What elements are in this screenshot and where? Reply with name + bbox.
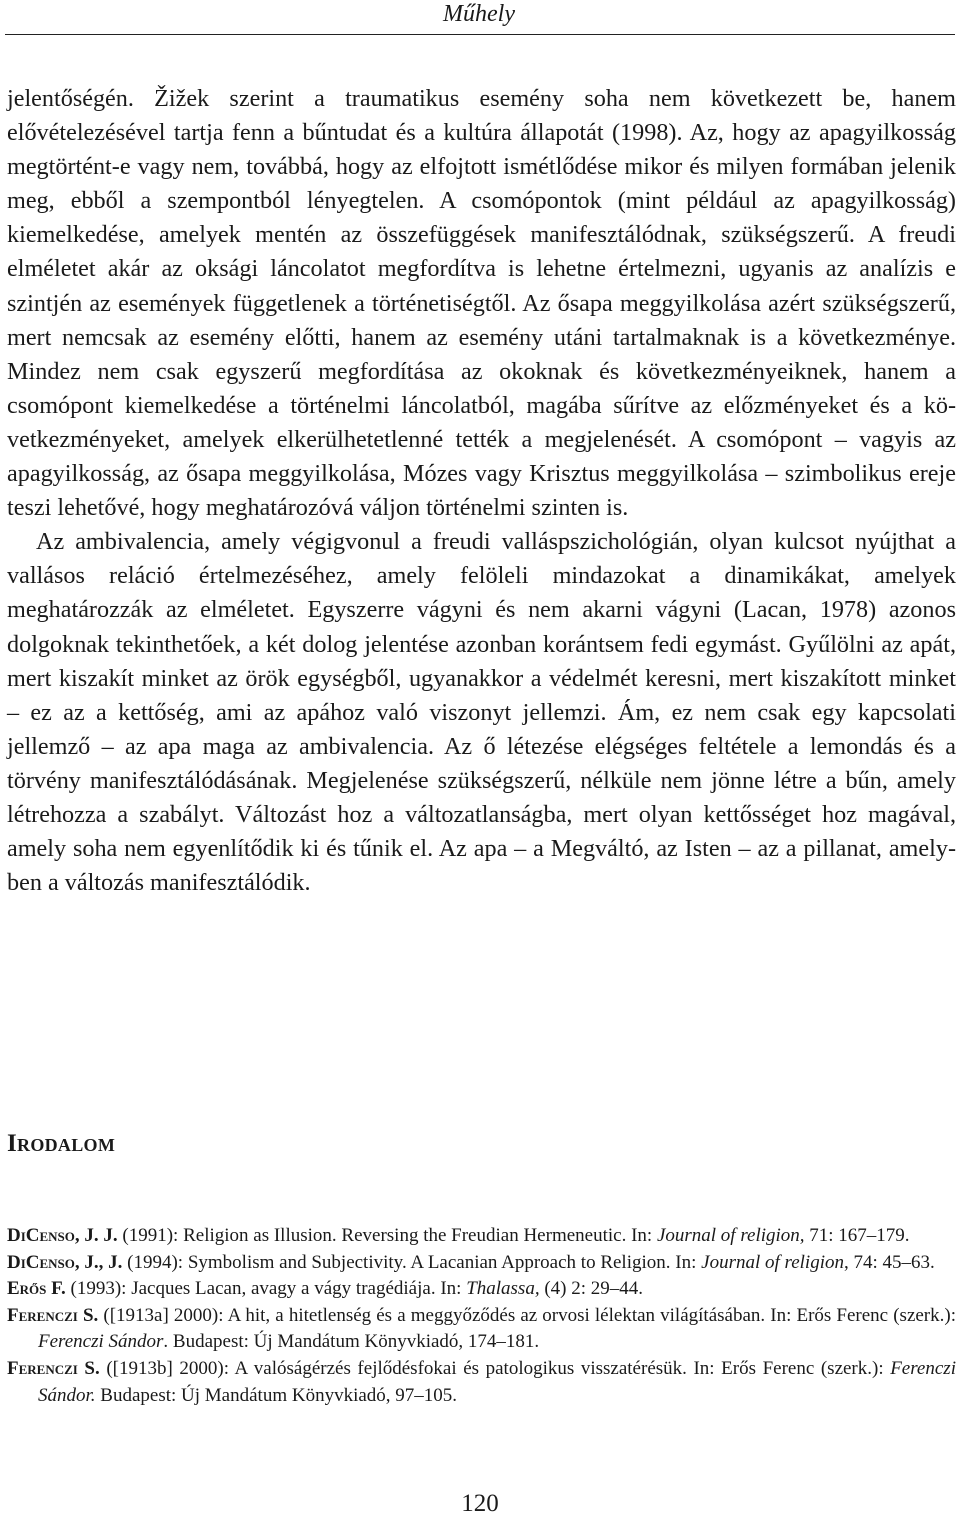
header-title: Műhely xyxy=(443,1,515,27)
reference-item xyxy=(7,1303,956,1356)
reference-details: 71: 167–179. xyxy=(804,1225,910,1246)
reference-item xyxy=(7,1250,956,1277)
paragraph-1: jelentőségén. Žižek szerint a traumatikus esemény soha nem következett be, hanem elővételezésével tartja fenn a bűntudat és a kultúra állapotát (1998). Az, hogy az apagyilkosság megtörtént-e vagy nem, továbbá, hogy az elfojtott ismétlődése mikor és milyen formában jelenik meg, ebből a szempontból lényegtelen. A csomópontok (mint például az apagyilkosság) kiemelkedése, amelyek mentén az összefüggések manifesztálódnak, szükségszerű. A freudi elméletet akár az oksági láncolatot megfordítva is lehetne értelmezni, ugyanis az analízis e szintjén az események függetlenek a történetiségtől. Az ősapa meggyilkolása azért szükségszerű, mert nemcsak az esemény előtti, hanem az esemény utáni tartalmaknak is a következménye. Mindez nem csak egyszerű megfordítása az okoknak és következményeiknek, hanem a csomópont kiemelkedése a történelmi láncolatból, magába sűrítve az előzményeket és a következményeket, amelyek elkerülhetetlenné tették a megjelenését. A csomópont – vagyis az apagyilkosság, az ősapa meggyilkolása, Mózes vagy Krisztus meggyilkolása – szimbolikus ereje teszi lehetővé, hogy meghatározóvá váljon történelmi szinten is. xyxy=(7,85,956,522)
reference-author: DiCenso, J. J. xyxy=(7,1225,118,1246)
reference-details: (4) 2: 29–44. xyxy=(539,1278,644,1300)
reference-text: (1991): Religion as Illusion. Reversing the Freudian Hermeneutic. In: xyxy=(117,1225,657,1246)
reference-item xyxy=(7,1276,956,1303)
running-header xyxy=(5,0,955,35)
reference-text: ([1913a] 2000): A hit, a hitetlenség és a meggyőződés az orvosi lélektan világításában. In: Erős Ferenc (szerk.): xyxy=(98,1304,956,1326)
reference-source: Thalassa, xyxy=(466,1278,540,1300)
reference-source: Journal of religion, xyxy=(656,1225,805,1246)
reference-details: Budapest: Új Mandátum Könyvkiadó, 97–105. xyxy=(95,1384,458,1406)
reference-details: , 74: 45–63. xyxy=(843,1251,935,1273)
reference-text: (1993): Jacques Lacan, avagy a vágy tragédiája. In: xyxy=(65,1278,467,1300)
reference-text: ([1913b] 2000): A valóságérzés fejlődésfokai és patologikus visszatérésük. In: Erős Ferenc (szerk.): xyxy=(99,1357,891,1379)
reference-author: Ferenczi S. xyxy=(7,1304,99,1326)
reference-item xyxy=(7,1356,956,1409)
reference-author: Ferenczi S. xyxy=(7,1357,100,1379)
page-number: 120 xyxy=(461,1490,499,1517)
reference-author: Erős F. xyxy=(7,1278,66,1300)
reference-author: DiCenso, J., J. xyxy=(7,1251,123,1273)
references-list xyxy=(7,1223,956,1409)
paragraph-2: Az ambivalencia, amely végigvonul a freudi valláspszichológián, olyan kulcsot nyújthat a vallásos reláció értelmezéséhez, amely felöleli mindazokat a dinamikákat, amelyek meghatározzák az elméletet. Egyszerre vágyni és nem akarni vágyni (Lacan, 1978) azonos dolgoknak tekinthetőek, a két dolog jelentése azonban korántsem fedi egymást. Gyűlölni az apát, mert kiszakít minket az örök egységből, ugyanakkor a védelmét keresni, mert kiszakított minket – ez az a kettőség, ami az apához való viszonyt jellemzi. Ám, ez nem csak egy kapcsolati jellemző – az apa maga az ambivalencia. Az ő létezése elégséges feltétele a lemondás és a törvény manifesztálódásának. Megjelenése szükségszerű, nélküle nem jönne létre a bűn, amely létrehozza a szabályt. Változást hoz a változatlanságba, mert olyan kettősséget hoz magával, amely soha nem egyenlítődik ki és tűnik el. Az apa – a Megváltó, az Isten – az a pillanat, amelyben a változás manifesztálódik. xyxy=(7,528,956,897)
references-heading: Irodalom xyxy=(7,1130,116,1157)
reference-text: (1994): Symbolism and Subjectivity. A Lacanian Approach to Religion. In: xyxy=(122,1251,702,1273)
reference-details: . Budapest: Új Mandátum Könyvkiadó, 174–181. xyxy=(163,1331,540,1353)
reference-item xyxy=(7,1223,956,1250)
reference-source: Ferenczi Sándor xyxy=(38,1331,164,1353)
reference-source: Ferenczi Sándor. xyxy=(38,1357,956,1406)
body-text xyxy=(7,82,956,900)
reference-source: Journal of religion xyxy=(701,1251,844,1273)
